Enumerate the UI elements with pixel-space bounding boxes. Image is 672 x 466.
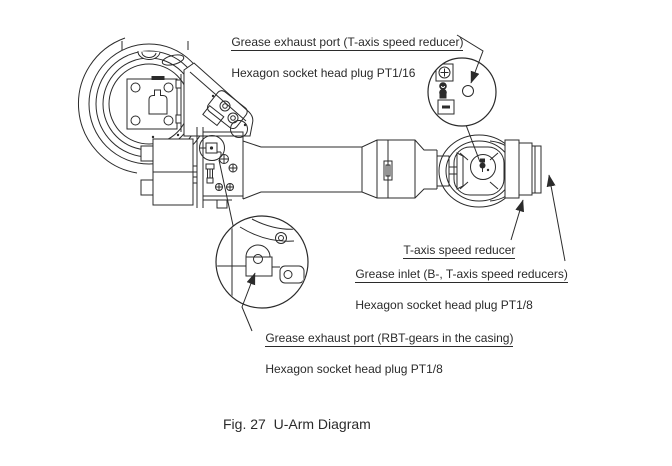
callout-line-underlined: Grease exhaust port (T-axis speed reducer) xyxy=(231,35,464,49)
t-axis-speed-reducer xyxy=(439,135,541,207)
center-plug-icon xyxy=(480,159,490,173)
motor-housing xyxy=(141,127,243,208)
leader-grease-inlet xyxy=(549,175,565,261)
rbt-port-source-circle xyxy=(200,136,225,161)
callout-grease-exhaust-rbt xyxy=(252,316,513,392)
detail-link-bottom xyxy=(219,160,234,230)
arm-tube xyxy=(243,140,463,199)
callout-line-underlined: Grease inlet (B-, T-axis speed reducers) xyxy=(355,267,568,281)
callout-line-underlined: T-axis speed reducer xyxy=(403,243,516,257)
detail-circle-rbt-plug xyxy=(216,216,308,308)
figure-caption: Fig. 27 U-Arm Diagram xyxy=(223,416,371,432)
callout-line: Hexagon socket head plug PT1/16 xyxy=(231,66,416,80)
callout-line: Hexagon socket head plug PT1/8 xyxy=(265,362,443,376)
callout-grease-exhaust-t xyxy=(218,20,463,96)
callout-line: Hexagon socket head plug PT1/8 xyxy=(355,298,533,312)
detail-link-top xyxy=(466,125,480,162)
flange-rings xyxy=(505,140,541,198)
callout-line-underlined: Grease exhaust port (RBT-gears in the casing) xyxy=(265,331,514,345)
